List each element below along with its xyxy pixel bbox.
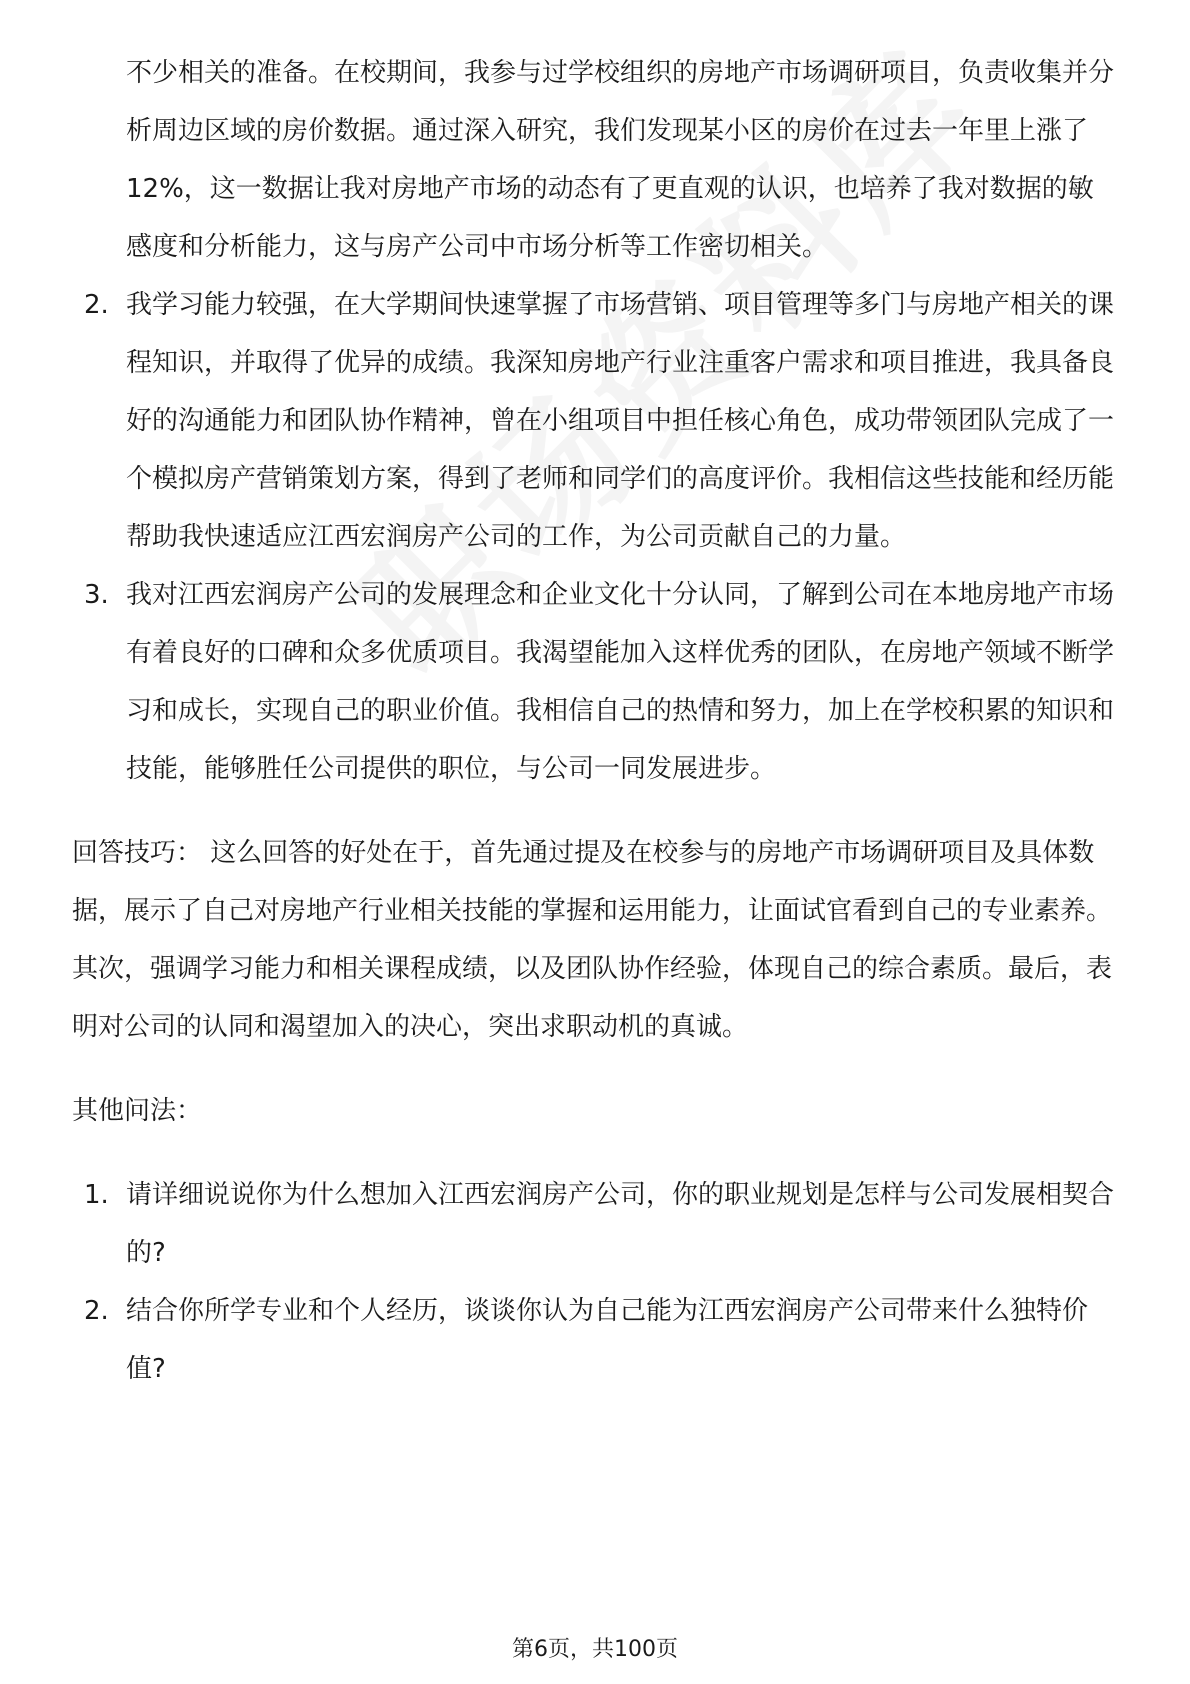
page-number-footer: 第6页，共100页 (512, 1637, 678, 1662)
other-questions-list (72, 1166, 1122, 1398)
other-question-text: 结合你所学专业和个人经历，谈谈你认为自己能为江西宏润房产公司带来什么独特价值? (126, 1296, 1089, 1384)
answer-item-text: 我学习能力较强，在大学期间快速掌握了市场营销、项目管理等多门与房地产相关的课程知识，并取得了优异的成绩。我深知房地产行业注重客户需求和项目推进，我具备良好的沟通能力和团队协作精神，曾在小组项目中担任核心角色，成功带领团队完成了一个模拟房产营销策划方案，得到了老师和同学们的高度评价。我相信这些技能和经历能帮助我快速适应江西宏润房产公司的工作，为公司贡献自己的力量。 (126, 290, 1115, 552)
other-question-2 (72, 1282, 1116, 1398)
list-number: 3. (84, 580, 109, 610)
answer-item-1-continuation: 不少相关的准备。在校期间，我参与过学校组织的房地产市场调研项目，负责收集并分析周边区域的房价数据。通过深入研究，我们发现某小区的房价在过去一年里上涨了 12%，这一数据让我对房地产市场的动态有了更直观的认识，也培养了我对数据的敏感度和分析能力，这与房产公司中市场分析等工作密切相关。 (126, 58, 1115, 262)
list-number: 2. (84, 290, 109, 320)
answer-list (72, 276, 1122, 798)
answer-item-text: 我对江西宏润房产公司的发展理念和企业文化十分认同，了解到公司在本地房地产市场有着良好的口碑和众多优质项目。我渴望能加入这样优秀的团队，在房地产领域不断学习和成长，实现自己的职业价值。我相信自己的热情和努力，加上在学校积累的知识和技能，能够胜任公司提供的职位，与公司一同发展进步。 (126, 580, 1115, 784)
page-content (72, 44, 1122, 1398)
answer-item-2 (72, 276, 1116, 566)
other-question-1 (72, 1166, 1116, 1282)
other-question-text: 请详细说说你为什么想加入江西宏润房产公司，你的职业规划是怎样与公司发展相契合的? (126, 1180, 1115, 1268)
other-questions-heading: 其他问法： (72, 1096, 203, 1126)
list-number: 2. (84, 1296, 109, 1326)
answer-tip: 回答技巧： 这么回答的好处在于，首先通过提及在校参与的房地产市场调研项目及具体数据，展示了自己对房地产行业相关技能的掌握和运用能力，让面试官看到自己的专业素养。其次，强调学习能力和相关课程成绩，以及团队协作经验，体现自己的综合素质。最后，表明对公司的认同和渴望加入的决心，突出求职动机的真诚。 (72, 838, 1113, 1042)
answer-item-3 (72, 566, 1116, 798)
list-number: 1. (84, 1180, 109, 1210)
